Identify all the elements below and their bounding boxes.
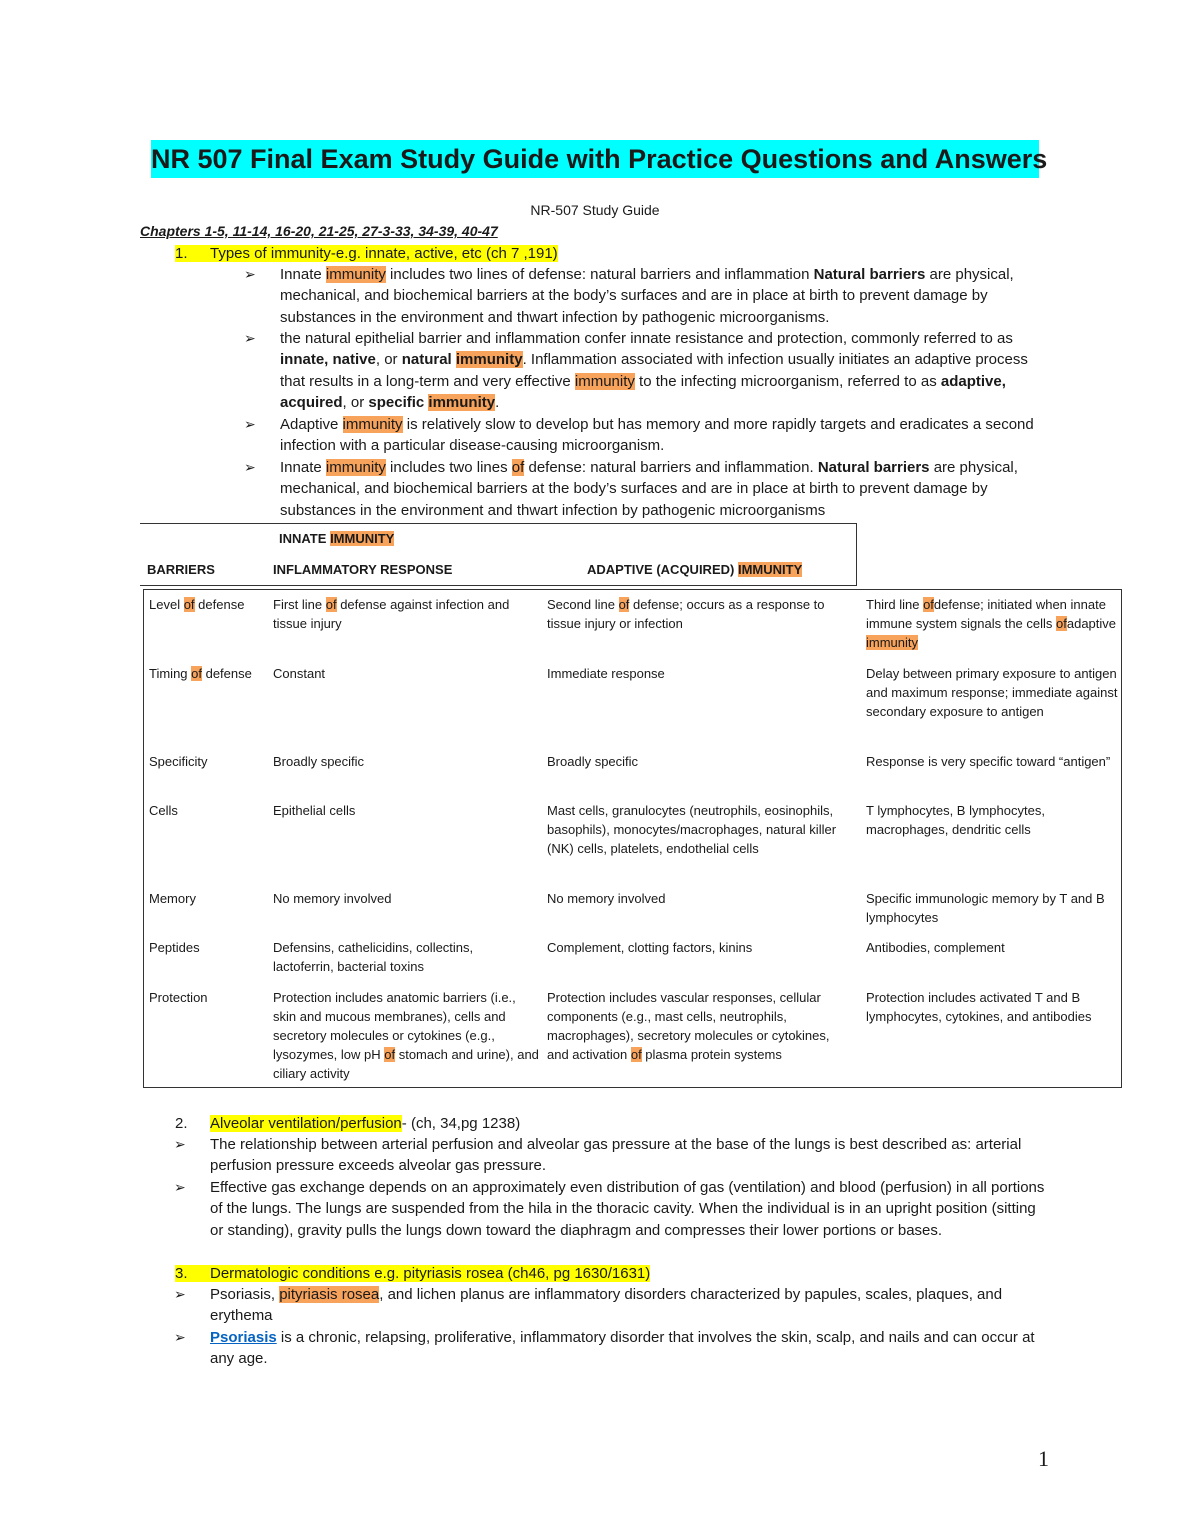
table-cell: Second line of defense; occurs as a response to tissue injury or infection (547, 597, 825, 631)
arrow-bullet-icon: ➢ (174, 1329, 186, 1345)
table-cell: Delay between primary exposure to antigen and maximum response; immediate against secondary exposure to antigen (866, 666, 1118, 719)
subtitle: NR-507 Study Guide (530, 202, 660, 218)
table-cell: Protection includes vascular responses, cellular components (e.g., mast cells, neutrophils, macrophages), secretory molecules or cytokines, and activation of plasma protein systems (547, 990, 830, 1062)
table-cell: Cells (149, 803, 178, 818)
section-number: 1. (175, 245, 188, 262)
chapters-line: Chapters 1-5, 11-14, 16-20, 21-25, 27-3-33, 34-39, 40-47 (140, 223, 498, 239)
table-cell: Broadly specific (273, 754, 365, 769)
psoriasis-link[interactable]: Psoriasis (210, 1329, 277, 1346)
bullet-item: ➢ Innate immunity includes two lines of defense: natural barriers and inflammation Natural barriers are physical, mechanical, and biochemical barriers at the body’s surfaces and are in place at birth to prevent damage by substances in the environment and thwart infection by pathogenic microorganisms. (244, 266, 1014, 326)
adaptive-header: ADAPTIVE (ACQUIRED) IMMUNITY (587, 562, 803, 577)
table-cell: Antibodies, complement (866, 940, 1005, 955)
bullet-item: ➢ The relationship between arterial perfusion and alveolar gas pressure at the base of the lungs is best described as: arterial perfusion pressure exceeds alveolar gas pressure. (174, 1136, 1022, 1175)
bullet-item: ➢ Effective gas exchange depends on an approximately even distribution of gas (ventilation) and blood (perfusion) in all portions of the lungs. The lungs are suspended from the hila in the thoracic cavity. When the individual is in an upright position (sitting or standing), gravity pulls the lungs down toward the diaphragm and compresses their lower portions or bases. (174, 1179, 1045, 1239)
immunity-table (143, 589, 1122, 1088)
section-2-heading: 2. Alveolar ventilation/perfusion- (ch, 34,pg 1238) (175, 1115, 521, 1132)
section-number: 2. (175, 1115, 188, 1132)
section-title: Alveolar ventilation/perfusion (210, 1115, 402, 1132)
bullet-item: ➢ Psoriasis, pityriasis rosea, and lichen planus are inflammatory disorders characterized by papules, scales, plaques, and erythema (174, 1286, 1003, 1325)
table-cell: Peptides (149, 940, 200, 955)
arrow-bullet-icon: ➢ (174, 1286, 186, 1302)
section-title: Dermatologic conditions e.g. pityriasis rosea (ch46, pg 1630/1631) (210, 1265, 651, 1282)
table-cell: Protection includes activated T and B lymphocytes, cytokines, and antibodies (866, 990, 1092, 1024)
table-cell: Broadly specific (547, 754, 639, 769)
table-cell: Epithelial cells (273, 803, 356, 818)
arrow-bullet-icon: ➢ (244, 416, 256, 432)
table-cell: Defensins, cathelicidins, collectins, lactoferrin, bacterial toxins (273, 940, 474, 974)
table-cell: Third line ofdefense; initiated when innate immune system signals the cells ofadaptive immunity (866, 597, 1117, 650)
section-3-heading (175, 1263, 650, 1284)
bullet-item: ➢ Adaptive immunity is relatively slow to develop but has memory and more rapidly targets and eradicates a second infection with a particular disease-causing microorganism. (244, 416, 1034, 455)
table-cell: Protection (149, 990, 208, 1005)
table-cell: Memory (149, 891, 196, 906)
table-cell: Immediate response (547, 666, 665, 681)
table-cell: Response is very specific toward “antigen” (866, 754, 1111, 769)
section-title: Types of immunity-e.g. innate, active, etc (ch 7 ,191) (210, 245, 558, 262)
arrow-bullet-icon: ➢ (244, 266, 256, 282)
table-cell: No memory involved (547, 891, 666, 906)
page-number: 1 (1038, 1446, 1049, 1471)
document-title: NR 507 Final Exam Study Guide with Practice Questions and Answers (151, 140, 1039, 178)
bullet-item: ➢ the natural epithelial barrier and inflammation confer innate resistance and protection, commonly referred to as innate, native, or natural immunity. Inflammation associated with infection usually initiates an adaptive process that results in a long-term and very effective immunity to the infecting microorganism, referred to as adaptive, acquired, or specific immunity. (244, 330, 1028, 412)
barriers-header: BARRIERS (147, 562, 215, 577)
bullet-item: ➢ Psoriasis is a chronic, relapsing, proliferative, inflammatory disorder that involves the skin, scalp, and nails and can occur at any age. (174, 1329, 1035, 1368)
table-cell: Level of defense (149, 597, 245, 612)
table-header (140, 523, 857, 586)
inflammatory-header: INFLAMMATORY RESPONSE (273, 562, 453, 577)
section-1-heading (175, 243, 558, 264)
table-cell: No memory involved (273, 891, 392, 906)
table-cell: First line of defense against infection and tissue injury (273, 597, 510, 631)
bullet-item: ➢ Innate immunity includes two lines of defense: natural barriers and inflammation. Natural barriers are physical, mechanical, and biochemical barriers at the body’s surfaces and are in place at birth to prevent damage by substances in the environment and thwart infection by pathogenic microorganisms (244, 459, 1018, 519)
arrow-bullet-icon: ➢ (174, 1136, 186, 1152)
arrow-bullet-icon: ➢ (174, 1179, 186, 1195)
table-cell: Complement, clotting factors, kinins (547, 940, 753, 955)
table-cell: Constant (273, 666, 326, 681)
table-cell: Timing of defense (149, 666, 252, 681)
table-cell: Mast cells, granulocytes (neutrophils, eosinophils, basophils), monocytes/macrophages, natural killer (NK) cells, platelets, endothelial cells (547, 803, 837, 856)
arrow-bullet-icon: ➢ (244, 459, 256, 475)
innate-immunity-header: INNATE IMMUNITY (279, 531, 395, 546)
table-cell: T lymphocytes, B lymphocytes, macrophages, dendritic cells (866, 803, 1045, 837)
arrow-bullet-icon: ➢ (244, 330, 256, 346)
table-cell: Protection includes anatomic barriers (i.e., skin and mucous membranes), cells and secretory molecules or cytokines (e.g., lysozymes, low pH of stomach and urine), and ciliary activity (273, 990, 539, 1081)
table-cell: Specific immunologic memory by T and B lymphocytes (866, 891, 1105, 925)
table-cell: Specificity (149, 754, 208, 769)
section-number: 3. (175, 1265, 188, 1282)
